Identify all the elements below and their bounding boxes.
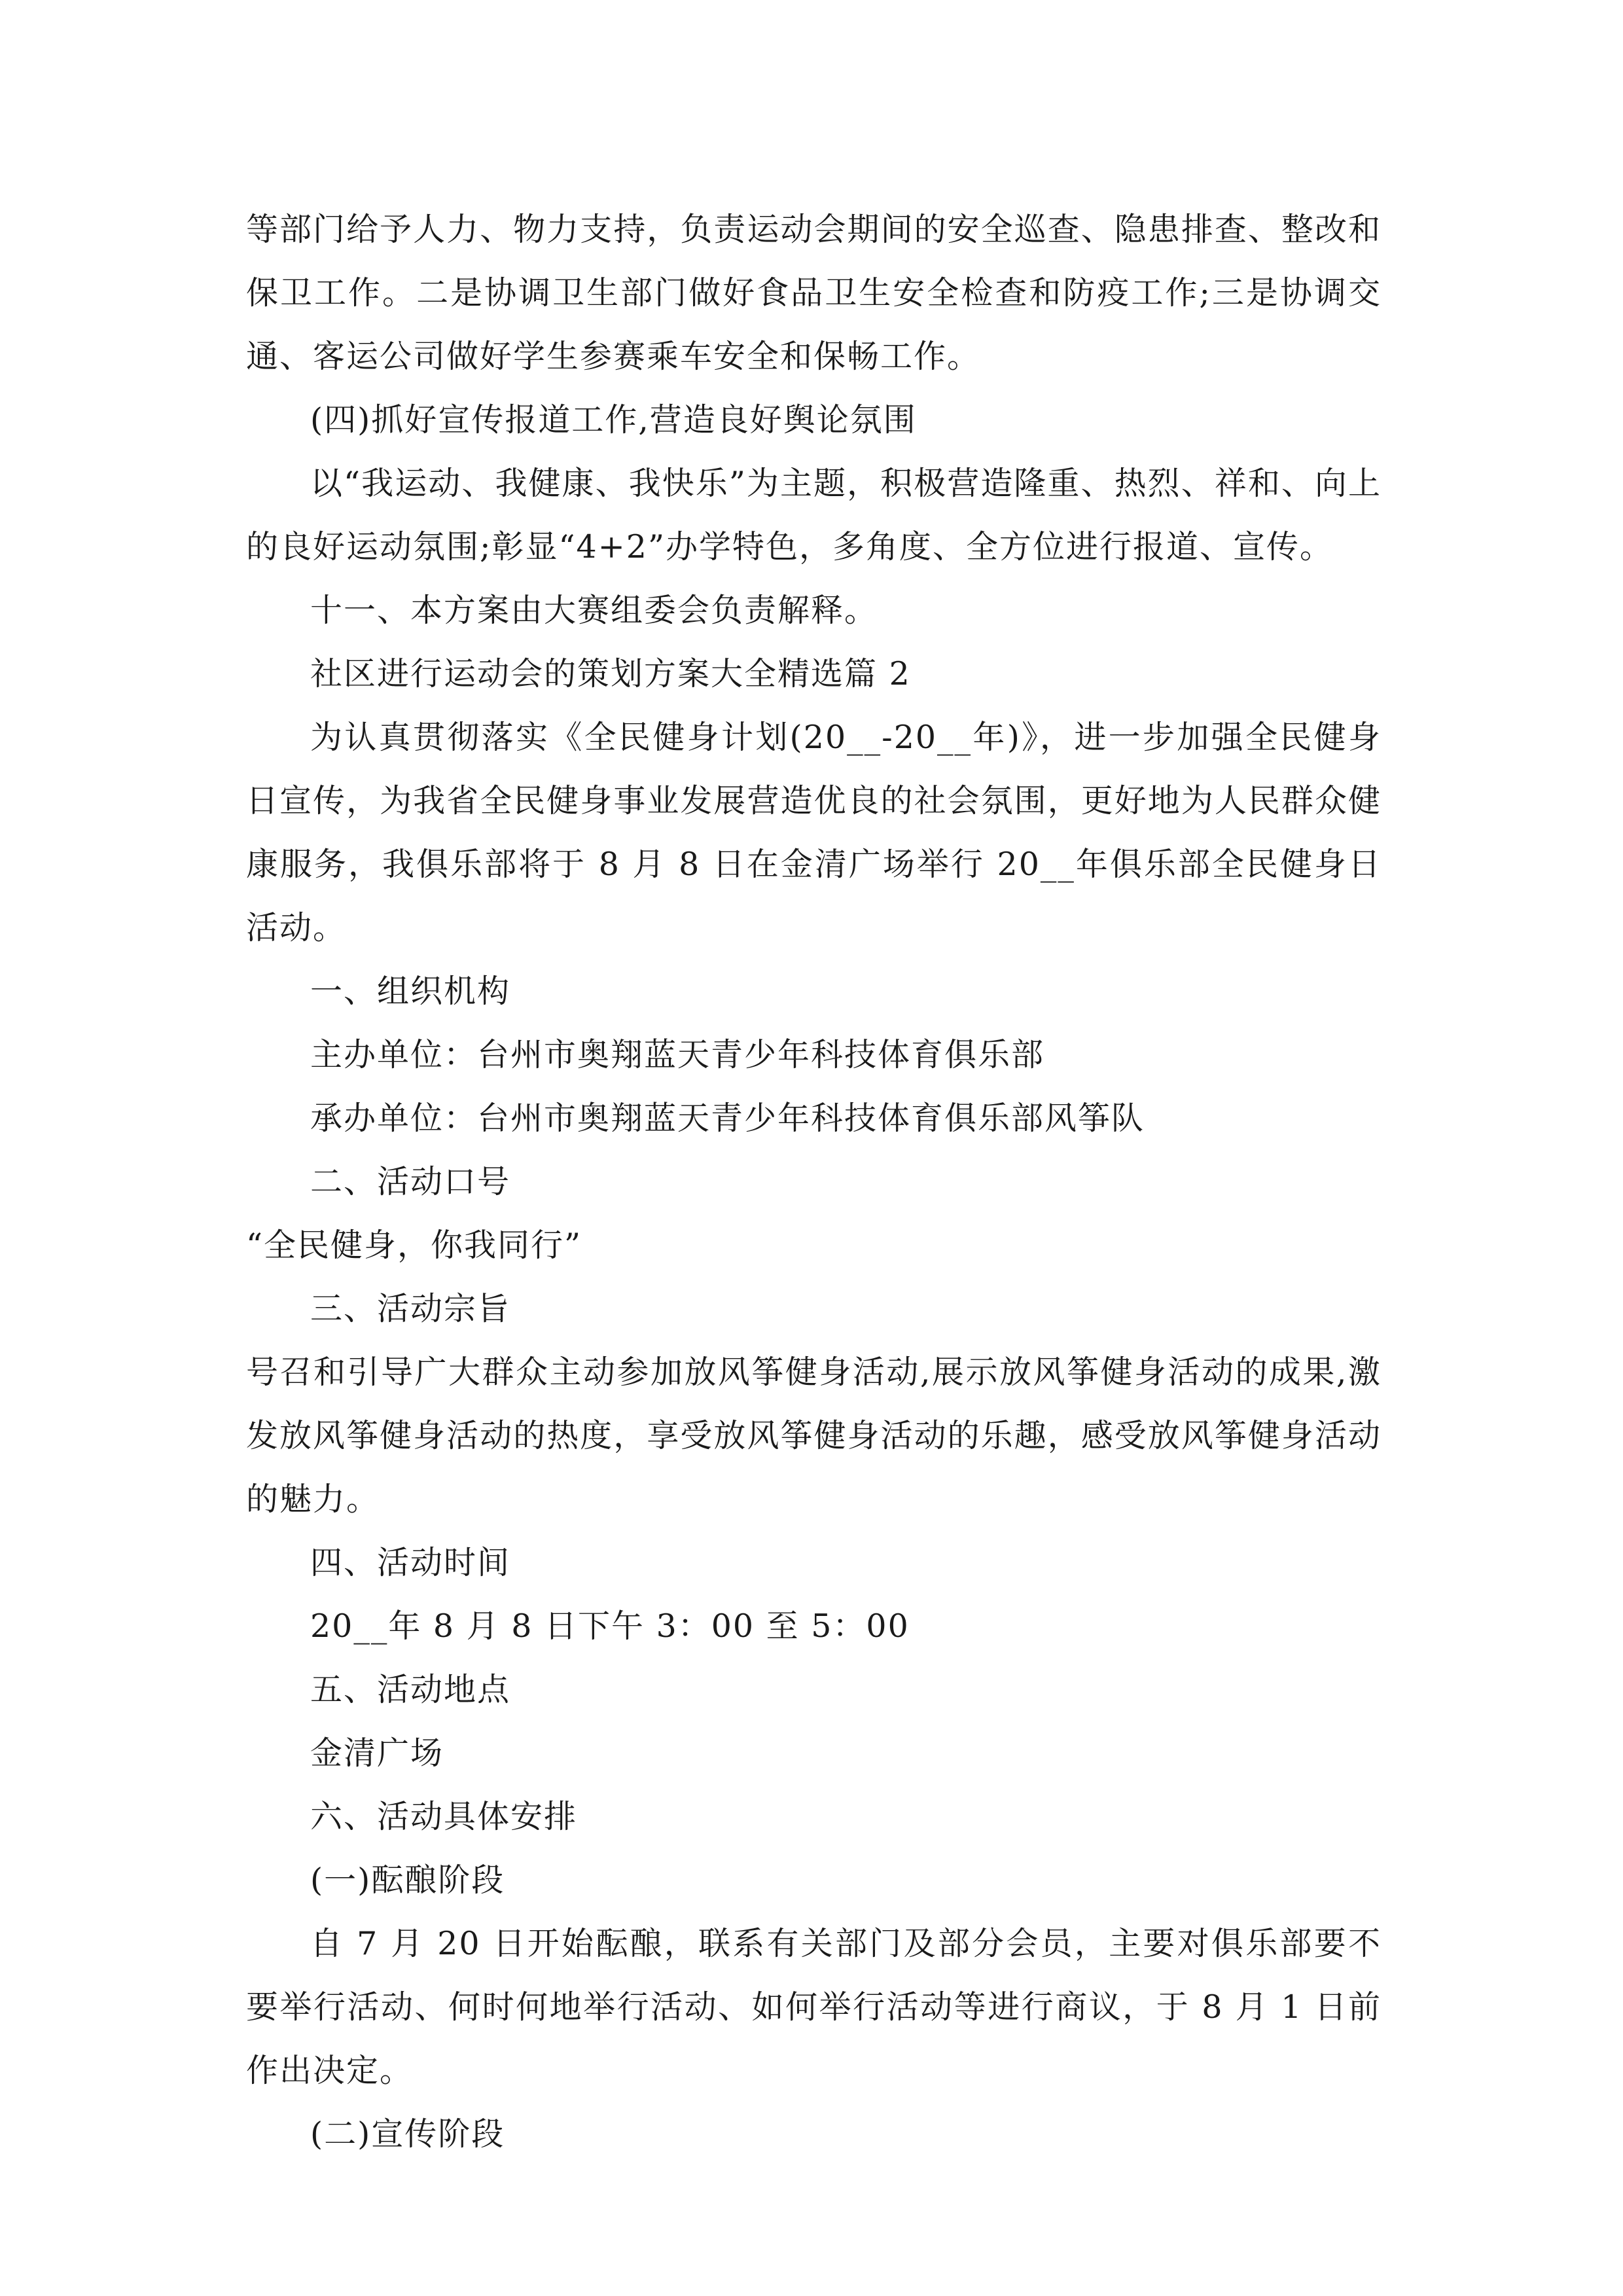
paragraph: 等部门给予人力、物力支持，负责运动会期间的安全巡查、隐患排查、整改和保卫工作。二是协调卫生部门做好食品卫生安全检查和防疫工作;三是协调交通、客运公司做好学生参赛乘车安全和保畅工作。 (246, 211, 1382, 375)
article-title: 社区进行运动会的策划方案大全精选篇 2 (310, 655, 911, 692)
section-heading: 四、活动时间 (310, 1544, 511, 1581)
subsection-heading: (一)酝酿阶段 (310, 1861, 505, 1899)
section-heading: (四)抓好宣传报道工作,营造良好舆论氛围 (310, 401, 917, 439)
subsection-heading: (二)宣传阶段 (310, 2115, 505, 2153)
document-body (246, 198, 1382, 2166)
paragraph: 承办单位：台州市奥翔蓝天青少年科技体育俱乐部风筝队 (310, 1100, 1145, 1137)
section-heading: 三、活动宗旨 (310, 1290, 511, 1327)
section-heading: 一、组织机构 (310, 973, 511, 1010)
paragraph: 号召和引导广大群众主动参加放风筝健身活动,展示放风筝健身活动的成果,激发放风筝健身活动的热度，享受放风筝健身活动的乐趣，感受放风筝健身活动的魅力。 (246, 1354, 1382, 1518)
section-heading: 六、活动具体安排 (310, 1798, 578, 1835)
paragraph: 为认真贯彻落实《全民健身计划(20__-20__年)》，进一步加强全民健身日宣传，为我省全民健身事业发展营造优良的社会氛围，更好地为人民群众健康服务，我俱乐部将于 8 月 8 日在金清广场举行 20__年俱乐部全民健身日活动。 (246, 719, 1382, 946)
slogan: “全民健身，你我同行” (246, 1227, 582, 1264)
paragraph: 主办单位：台州市奥翔蓝天青少年科技体育俱乐部 (310, 1036, 1045, 1073)
paragraph: 金清广场 (310, 1734, 444, 1772)
section-heading: 五、活动地点 (310, 1671, 511, 1708)
paragraph: 20__年 8 月 8 日下午 3：00 至 5：00 (310, 1607, 910, 1645)
paragraph: 以“我运动、我健康、我快乐”为主题，积极营造隆重、热烈、祥和、向上的良好运动氛围;彰显“4+2”办学特色，多角度、全方位进行报道、宣传。 (246, 465, 1382, 565)
section-heading: 二、活动口号 (310, 1163, 511, 1200)
paragraph: 十一、本方案由大赛组委会负责解释。 (310, 592, 878, 629)
paragraph: 自 7 月 20 日开始酝酿，联系有关部门及部分会员，主要对俱乐部要不要举行活动、何时何地举行活动、如何举行活动等进行商议，于 8 月 1 日前作出决定。 (246, 1925, 1382, 2089)
